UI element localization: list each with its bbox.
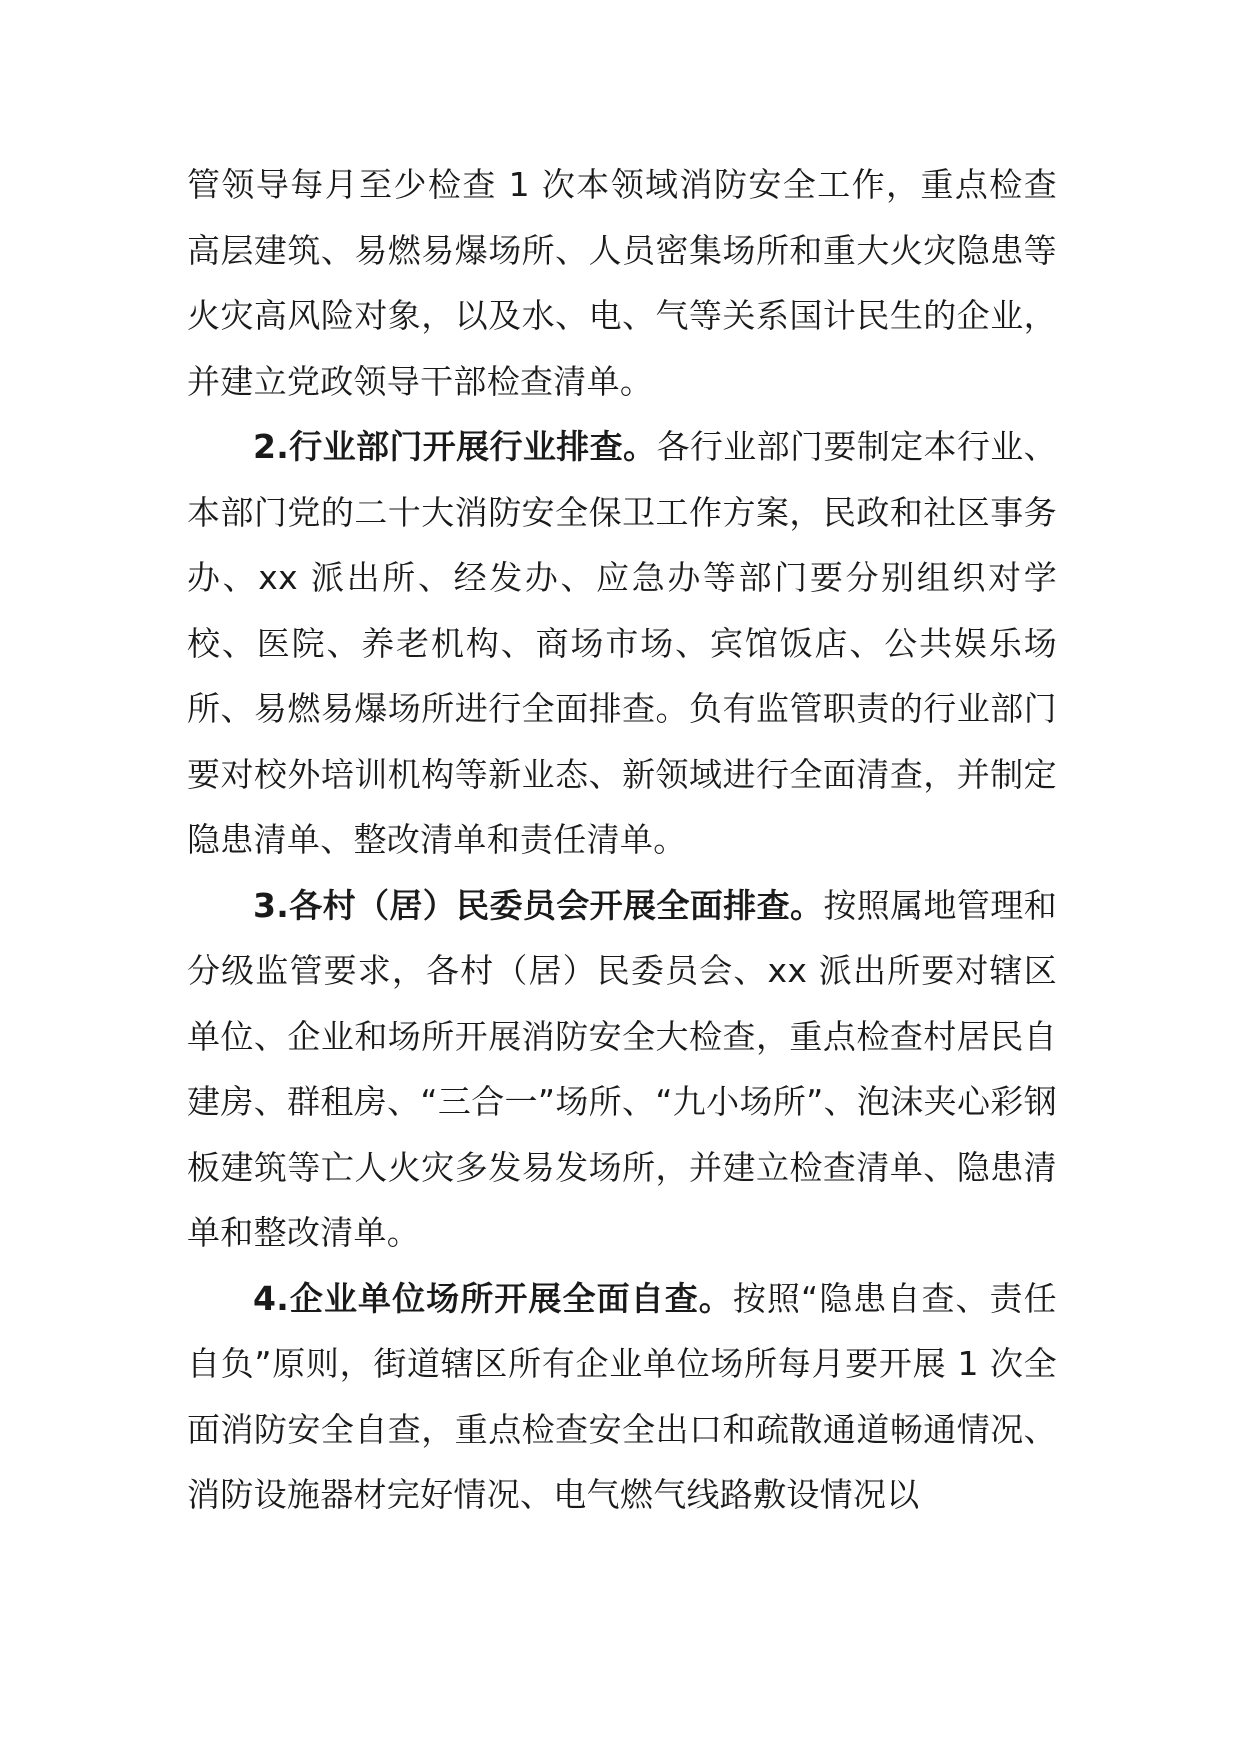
paragraph-text: 按照“隐患自查、责任自负”原则，街道辖区所有企业单位场所每月要开展 1 次全面消防安全自查，重点检查安全出口和疏散通道畅通情况、消防设施器材完好情况、电气燃气线路敷设情况以 — [187, 1278, 1057, 1514]
document-page — [187, 152, 1057, 1528]
paragraph-text: 管领导每月至少检查 1 次本领域消防安全工作，重点检查高层建筑、易燃易爆场所、人员密集场所和重大火灾隐患等火灾高风险对象，以及水、电、气等关系国计民生的企业，并建立党政领导干部检查清单。 — [187, 165, 1057, 401]
paragraph-item-4 — [187, 1266, 1057, 1528]
paragraph-lead: 2.行业部门开展行业排查。 — [253, 427, 657, 466]
paragraph-lead: 4.企业单位场所开展全面自查。 — [253, 1278, 733, 1318]
paragraph-continued — [187, 152, 1057, 414]
paragraph-text: 各行业部门要制定本行业、本部门党的二十大消防安全保卫工作方案，民政和社区事务办、xx 派出所、经发办、应急办等部门要分别组织对学校、医院、养老机构、商场市场、宾馆饭店、公共娱乐场所、易燃易爆场所进行全面排查。负有监管职责的行业部门要对校外培训机构等新业态、新领域进行全面清查，并制定隐患清单、整改清单和责任清单。 — [187, 427, 1057, 859]
paragraph-item-3 — [187, 873, 1057, 1266]
paragraph-lead: 3.各村（居）民委员会开展全面排查。 — [253, 885, 824, 925]
paragraph-item-2 — [187, 414, 1057, 873]
paragraph-text: 按照属地管理和分级监管要求，各村（居）民委员会、xx 派出所要对辖区单位、企业和场所开展消防安全大检查，重点检查村居民自建房、群租房、“三合一”场所、“九小场所”、泡沫夹心彩钢板建筑等亡人火灾多发易发场所，并建立检查清单、隐患清单和整改清单。 — [187, 885, 1057, 1252]
